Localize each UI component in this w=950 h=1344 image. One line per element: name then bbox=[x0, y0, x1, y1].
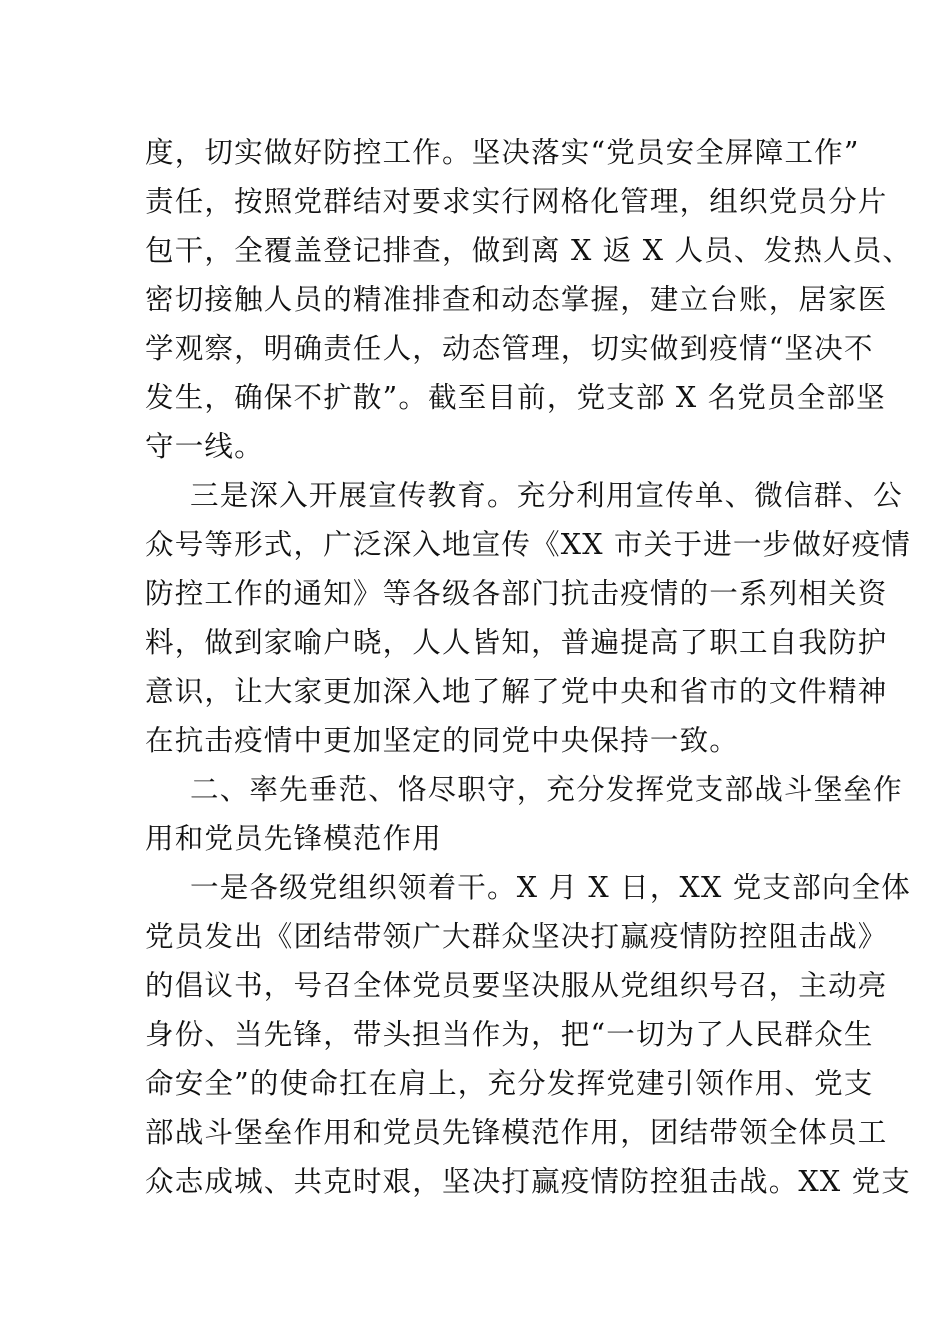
text-line: 在抗击疫情中更加坚定的同党中央保持一致。 bbox=[145, 724, 740, 757]
text-line: 命安全”的使命扛在肩上，充分发挥党建引领作用、党支 bbox=[145, 1067, 874, 1100]
text-line: 防控工作的通知》等各级各部门抗击疫情的一系列相关资 bbox=[145, 577, 888, 610]
text-line: 料，做到家喻户晓，人人皆知，普遍提高了职工自我防护 bbox=[145, 626, 888, 659]
text-line: 包干，全覆盖登记排查，做到离 X 返 X 人员、发热人员、 bbox=[145, 234, 913, 267]
text-line: 意识，让大家更加深入地了解了党中央和省市的文件精神 bbox=[145, 675, 888, 708]
text-line: 众号等形式，广泛深入地宣传《XX 市关于进一步做好疫情 bbox=[145, 528, 912, 561]
text-line: 身份、当先锋，带头担当作为，把“一切为了人民群众生 bbox=[145, 1018, 874, 1051]
text-line: 的倡议书，号召全体党员要坚决服从党组织号召，主动亮 bbox=[145, 969, 888, 1002]
text-line: 发生，确保不扩散”。截至目前，党支部 X 名党员全部坚 bbox=[145, 381, 886, 414]
section-heading-line: 二、率先垂范、恪尽职守，充分发挥党支部战斗堡垒作 bbox=[190, 773, 903, 806]
text-line: 党员发出《团结带领广大群众坚决打赢疫情防控阻击战》 bbox=[145, 920, 888, 953]
text-line: 密切接触人员的精准排查和动态掌握，建立台账，居家医 bbox=[145, 283, 888, 316]
text-line: 守一线。 bbox=[145, 430, 264, 463]
text-line: 责任，按照党群结对要求实行网格化管理，组织党员分片 bbox=[145, 185, 888, 218]
paragraph-start-line: 三是深入开展宣传教育。充分利用宣传单、微信群、公 bbox=[190, 479, 903, 512]
text-line: 度，切实做好防控工作。坚决落实“党员安全屏障工作” bbox=[145, 136, 860, 169]
text-line: 众志成城、共克时艰，坚决打赢疫情防控狙击战。XX 党支 bbox=[145, 1165, 912, 1198]
text-line: 学观察，明确责任人，动态管理，切实做到疫情“坚决不 bbox=[145, 332, 874, 365]
section-heading-line: 用和党员先锋模范作用 bbox=[145, 822, 443, 855]
body-text bbox=[145, 128, 913, 1206]
paragraph-start-line: 一是各级党组织领着干。X 月 X 日，XX 党支部向全体 bbox=[190, 871, 911, 904]
text-line: 部战斗堡垒作用和党员先锋模范作用，团结带领全体员工 bbox=[145, 1116, 888, 1149]
